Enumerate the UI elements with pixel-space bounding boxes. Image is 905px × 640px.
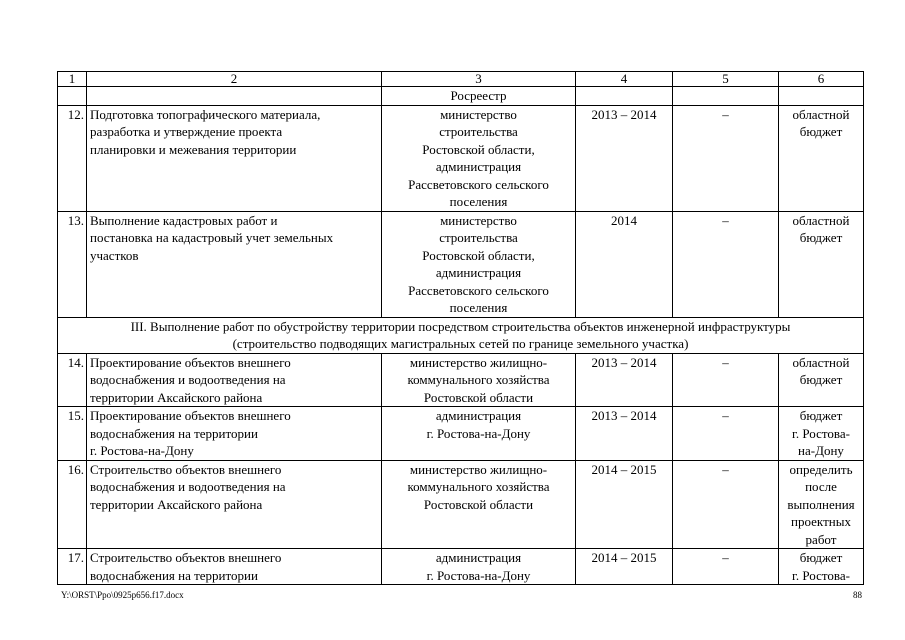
cell-line: бюджет — [799, 550, 843, 565]
cell-line: после — [805, 479, 837, 494]
row-number: 17. — [58, 549, 87, 585]
cell-line: водоснабжения на территории — [90, 425, 258, 441]
cell-line: бюджет — [799, 230, 843, 245]
executor — [382, 549, 576, 585]
funding-source — [779, 353, 864, 407]
cell-line: бюджет — [799, 408, 843, 423]
cell-line: г. Ростова-на-Дону — [426, 425, 531, 441]
cell-line: Ростовской области — [423, 389, 534, 405]
executor — [382, 407, 576, 461]
cell-line: постановка на кадастровый учет земельных — [90, 230, 334, 245]
cell-line: Рассветовского сельского — [408, 282, 549, 298]
cell-line: водоснабжения и водоотведения на — [90, 372, 286, 387]
column-5: – — [673, 211, 779, 317]
cell-line: министерство — [440, 212, 517, 228]
table-row — [58, 105, 864, 211]
cell-line: Проектирование объектов внешнего — [90, 354, 291, 370]
table-row — [58, 407, 864, 461]
cell-line: областной — [792, 354, 850, 370]
cell-line: администрация — [435, 265, 522, 280]
cell-line: территории Аксайского района — [90, 389, 263, 405]
table-row — [58, 549, 864, 585]
cell-line: министерство — [440, 106, 517, 122]
table-row — [58, 211, 864, 317]
cell-line: министерство жилищно- — [409, 461, 548, 477]
cell-line: планировки и межевания территории — [90, 141, 297, 157]
cell-line: территории Аксайского района — [90, 496, 263, 512]
cell-line: Ростовской области — [423, 496, 534, 512]
activity-name — [87, 549, 382, 585]
row-number: 14. — [58, 353, 87, 407]
cell-line: Строительство объектов внешнего — [90, 461, 282, 477]
cell-line: Подготовка топографического материала, — [90, 106, 321, 122]
section-heading — [58, 317, 864, 353]
cell-line: поселения — [449, 194, 508, 209]
executor — [382, 460, 576, 549]
file-path: Y:\ORST\Ppo\0925p656.f17.docx — [61, 590, 184, 600]
header-cell: 2 — [87, 72, 382, 87]
cell-line: администрация — [435, 159, 522, 174]
executor — [382, 353, 576, 407]
cell-line: работ — [805, 531, 837, 547]
period: 2013 – 2014 — [576, 105, 673, 211]
period: 2013 – 2014 — [576, 353, 673, 407]
header-row — [58, 72, 864, 87]
header-cell: 4 — [576, 72, 673, 87]
continuation-cell: Росреестр — [382, 87, 576, 106]
plan-table — [57, 71, 864, 585]
cell-line: Ростовской области, — [422, 141, 535, 157]
column-5: – — [673, 460, 779, 549]
cell-line: бюджет — [799, 372, 843, 387]
cell-line: определить — [789, 461, 853, 477]
cell-line: Строительство объектов внешнего — [90, 550, 282, 565]
section-line: III. Выполнение работ по обустройству территории посредством строительства объектов инженерной инфраструктуры — [130, 318, 791, 334]
cell-line: г. Ростова- — [792, 567, 850, 583]
table-row — [58, 353, 864, 407]
cell-line: строительства — [439, 230, 518, 245]
cell-line: Рассветовского сельского — [408, 176, 549, 192]
cell-line: Выполнение кадастровых работ и — [90, 212, 278, 228]
cell-line: министерство жилищно- — [409, 354, 548, 370]
header-cell: 1 — [58, 72, 87, 87]
cell-line: администрация — [435, 408, 522, 423]
section-line: (строительство подводящих магистральных сетей по границе земельного участка) — [232, 336, 689, 351]
row-number: 13. — [58, 211, 87, 317]
cell-line: областной — [792, 212, 850, 228]
cell-line: на-Дону — [798, 443, 844, 458]
cell-line: Проектирование объектов внешнего — [90, 408, 291, 423]
header-cell: 5 — [673, 72, 779, 87]
row-number: 16. — [58, 460, 87, 549]
funding-source — [779, 460, 864, 549]
funding-source — [779, 105, 864, 211]
period: 2014 – 2015 — [576, 549, 673, 585]
cell-line: коммунального хозяйства — [407, 372, 550, 387]
cell-line: выполнения — [787, 496, 855, 512]
column-5: – — [673, 549, 779, 585]
funding-source — [779, 211, 864, 317]
period: 2014 — [576, 211, 673, 317]
header-cell: 3 — [382, 72, 576, 87]
header-cell: 6 — [779, 72, 864, 87]
executor — [382, 105, 576, 211]
executor — [382, 211, 576, 317]
section-row — [58, 317, 864, 353]
cell-line: водоснабжения на территории — [90, 567, 258, 583]
activity-name — [87, 211, 382, 317]
cell-line: участков — [90, 247, 139, 263]
row-number: 12. — [58, 105, 87, 211]
cell-line: г. Ростова-на-Дону — [426, 567, 531, 583]
cell-line: водоснабжения и водоотведения на — [90, 479, 286, 494]
period: 2013 – 2014 — [576, 407, 673, 461]
table-body — [58, 72, 864, 585]
activity-name — [87, 407, 382, 461]
funding-source — [779, 407, 864, 461]
funding-source — [779, 549, 864, 585]
cell-line: коммунального хозяйства — [407, 479, 550, 494]
cell-line: строительства — [439, 124, 518, 139]
row-number: 15. — [58, 407, 87, 461]
activity-name — [87, 105, 382, 211]
activity-name — [87, 460, 382, 549]
page-number: 88 — [853, 590, 862, 600]
period: 2014 – 2015 — [576, 460, 673, 549]
cell-line: г. Ростова- — [792, 425, 850, 441]
column-5: – — [673, 407, 779, 461]
cell-line: г. Ростова-на-Дону — [90, 443, 194, 458]
cell-line: разработка и утверждение проекта — [90, 124, 283, 139]
activity-name — [87, 353, 382, 407]
cell-line: бюджет — [799, 124, 843, 139]
cell-line: Ростовской области, — [422, 247, 535, 263]
cell-line: областной — [792, 106, 850, 122]
cell-line: поселения — [449, 300, 508, 315]
cell-line: проектных — [791, 514, 851, 529]
column-5: – — [673, 353, 779, 407]
table-row — [58, 460, 864, 549]
column-5: – — [673, 105, 779, 211]
cell-line: администрация — [435, 550, 522, 565]
continuation-row — [58, 87, 864, 106]
